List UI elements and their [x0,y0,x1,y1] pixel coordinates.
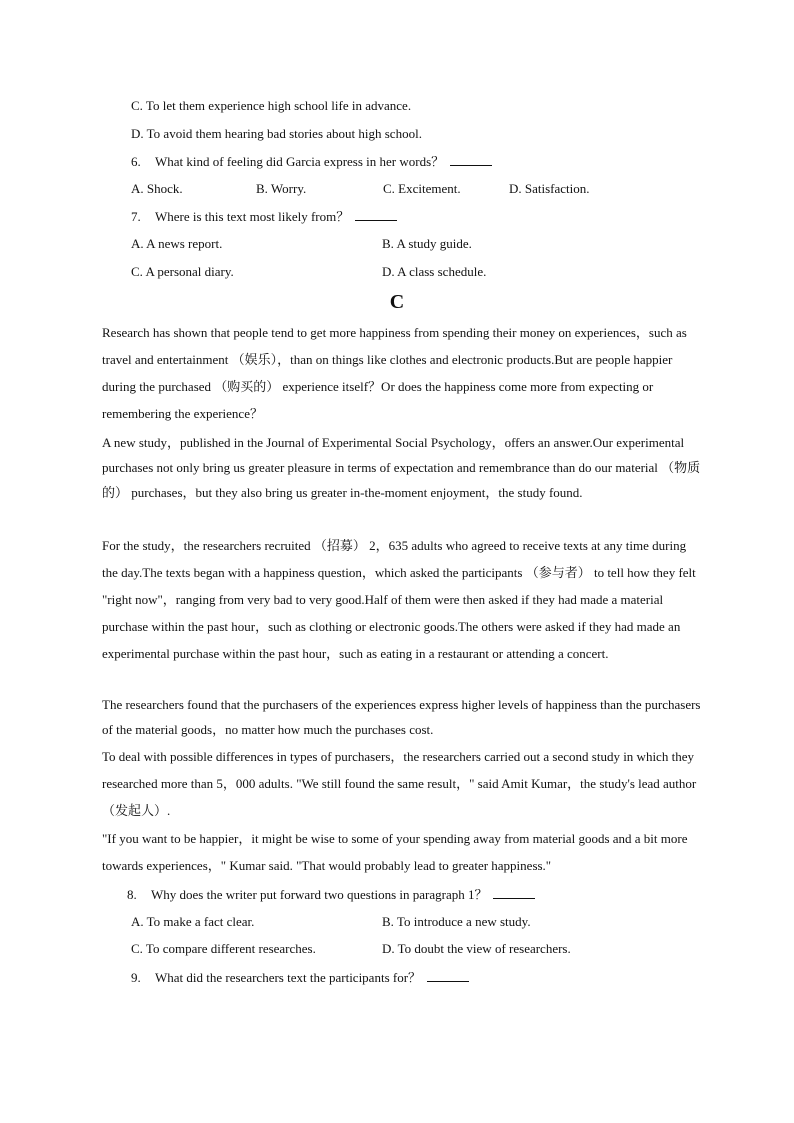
question-number: 6. [131,154,141,169]
q8-option-d: D. To doubt the view of researchers. [382,941,571,956]
answer-blank[interactable] [493,886,535,899]
question-6 [131,153,492,170]
question-7 [131,208,397,225]
q8-option-c: C. To compare different researches. [131,941,316,956]
q7-option-c: C. A personal diary. [131,264,234,279]
answer-blank[interactable] [450,153,492,166]
q6-option-a: A. Shock. [131,181,183,196]
q7-option-b: B. A study guide. [382,236,472,251]
answer-blank[interactable] [427,969,469,982]
passage-paragraph-6: "If you want to be happier，it might be wise to some of your spending away from material goods and a bit more towards experiences，" Kumar said. "That would probably lead to greater happiness." [102,831,688,873]
passage-paragraph-1: Research has shown that people tend to get more happiness from spending their money on experiences，such as travel and entertainment （娱乐），than on things like clothes and electronic products.But are people happier during the purchased （购买的） experience itself？Or does the happiness come more from expecting or remembering the experience？ [102,325,687,421]
passage-paragraph-3: For the study，the researchers recruited （招募） 2，635 adults who agreed to receive texts at any time during the day.The texts began with a happiness question，which asked the participants （参与者） to tell how they felt "right now"，ranging from very bad to very good.Half of them were then asked if they had made a material purchase within the past hour，such as clothing or electronic goods.The others were asked if they had made an experimental purchase within the past hour，such as eating in a restaurant or attending a concert. [102,538,696,661]
q7-option-d: D. A class schedule. [382,264,487,279]
q5-option-c: C. To let them experience high school life in advance. [131,98,412,113]
question-text: Where is this text most likely from？ [155,209,350,224]
q8-option-a: A. To make a fact clear. [131,914,255,929]
q6-option-c: C. Excitement. [383,181,461,196]
section-heading: C [389,291,405,313]
q5-option-d: D. To avoid them hearing bad stories about high school. [131,126,422,141]
question-text: What kind of feeling did Garcia express in her words？ [155,154,445,169]
question-9 [131,969,469,986]
question-text: Why does the writer put forward two questions in paragraph 1？ [151,887,488,902]
answer-blank[interactable] [355,208,397,221]
question-text: What did the researchers text the participants for？ [155,970,422,985]
passage-paragraph-2: A new study，published in the Journal of Experimental Social Psychology，offers an answer.Our experimental purchases not only bring us greater pleasure in terms of expectation and remembrance than do our material （物质的） purchases，but they also bring us greater in-the-moment enjoyment，the study found. [102,435,701,500]
question-number: 8. [127,887,137,902]
q8-option-b: B. To introduce a new study. [382,914,531,929]
q7-option-a: A. A news report. [131,236,223,251]
question-8 [127,886,535,903]
q6-option-d: D. Satisfaction. [509,181,590,196]
question-number: 9. [131,970,141,985]
passage-paragraph-5: To deal with possible differences in types of purchasers，the researchers carried out a second study in which they researched more than 5，000 adults. "We still found the same result，" said Amit Kumar，the study's lead author （发起人）. [102,749,697,818]
passage-paragraph-4: The researchers found that the purchasers of the experiences express higher levels of happiness than the purchasers of the material goods，no matter how much the purchases cost. [102,697,701,737]
q6-option-b: B. Worry. [256,181,307,196]
question-number: 7. [131,209,141,224]
